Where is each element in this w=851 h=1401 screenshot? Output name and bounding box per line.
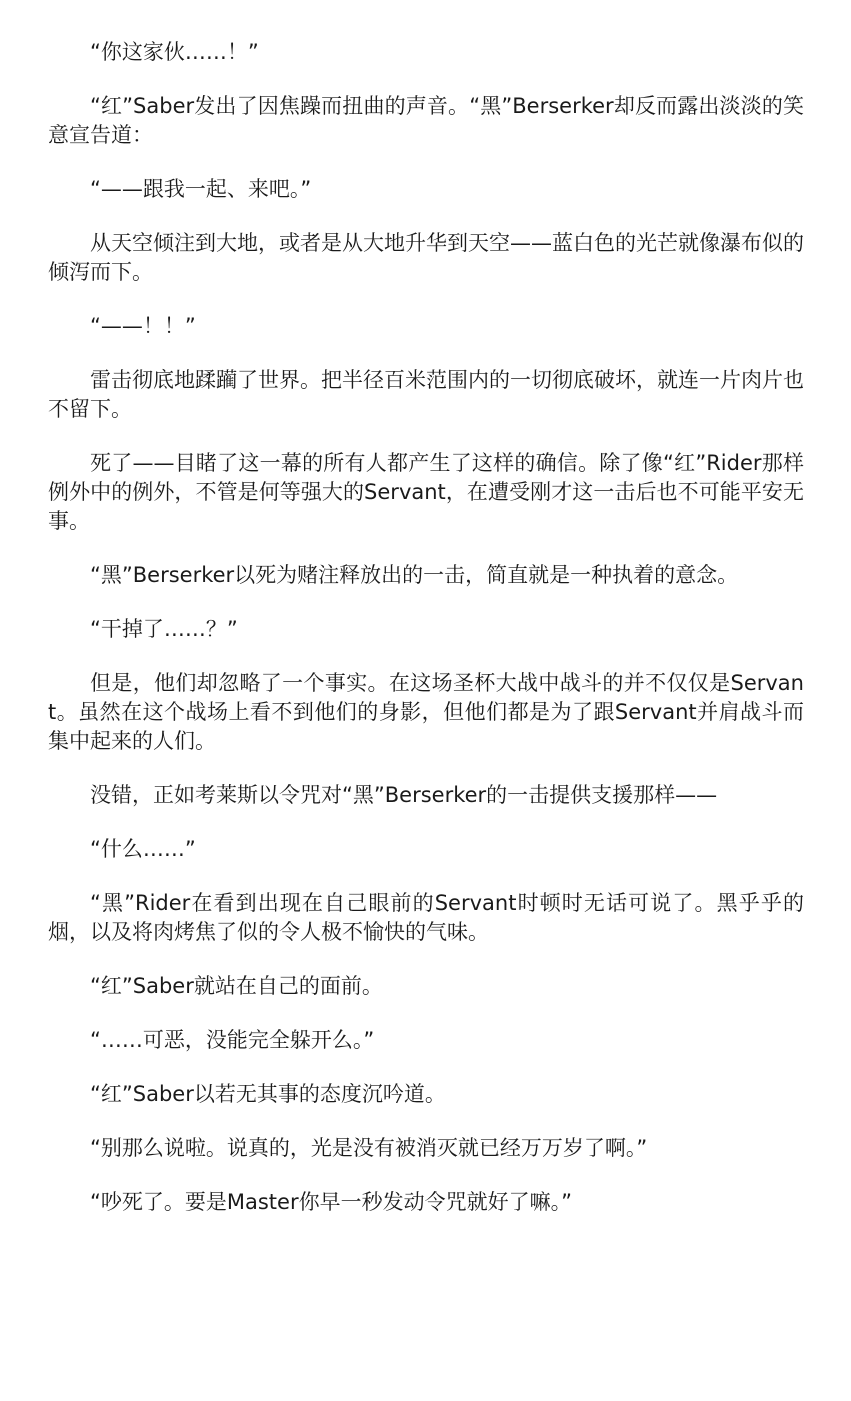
paragraph: 雷击彻底地蹂躏了世界。把半径百米范围内的一切彻底破坏，就连一片肉片也不留下。 [48, 368, 804, 421]
paragraph: “红”Saber就站在自己的面前。 [90, 974, 383, 998]
paragraph: “——跟我一起、来吧。” [90, 177, 312, 201]
paragraph: “红”Saber发出了因焦躁而扭曲的声音。“黑”Berserker却反而露出淡淡的笑意宣告道： [48, 94, 804, 147]
paragraph: “——！！” [90, 314, 196, 338]
paragraph: “……可恶，没能完全躲开么。” [90, 1028, 375, 1052]
paragraph: “什么……” [90, 837, 196, 861]
paragraph: 从天空倾注到大地，或者是从大地升华到天空——蓝白色的光芒就像瀑布似的倾泻而下。 [48, 231, 804, 284]
paragraph: 但是，他们却忽略了一个事实。在这场圣杯大战中战斗的并不仅仅是Servant。虽然在这个战场上看不到他们的身影，但他们都是为了跟Servant并肩战斗而集中起来的人们。 [48, 671, 804, 753]
paragraph: 没错，正如考莱斯以令咒对“黑”Berserker的一击提供支援那样—— [90, 783, 718, 807]
novel-page [48, 38, 804, 1242]
paragraph: “红”Saber以若无其事的态度沉吟道。 [90, 1082, 446, 1106]
paragraph: “黑”Berserker以死为赌注释放出的一击，简直就是一种执着的意念。 [90, 563, 739, 587]
paragraph: “吵死了。要是Master你早一秒发动令咒就好了嘛。” [90, 1190, 572, 1214]
paragraph: “你这家伙……！” [90, 40, 259, 64]
paragraph: “黑”Rider在看到出现在自己眼前的Servant时顿时无话可说了。黑乎乎的烟，以及将肉烤焦了似的令人极不愉快的气味。 [48, 891, 804, 944]
paragraph: “干掉了……？” [90, 617, 238, 641]
paragraph: 死了——目睹了这一幕的所有人都产生了这样的确信。除了像“红”Rider那样例外中的例外，不管是何等强大的Servant，在遭受刚才这一击后也不可能平安无事。 [48, 451, 804, 533]
paragraph: “别那么说啦。说真的，光是没有被消灭就已经万万岁了啊。” [90, 1136, 648, 1160]
